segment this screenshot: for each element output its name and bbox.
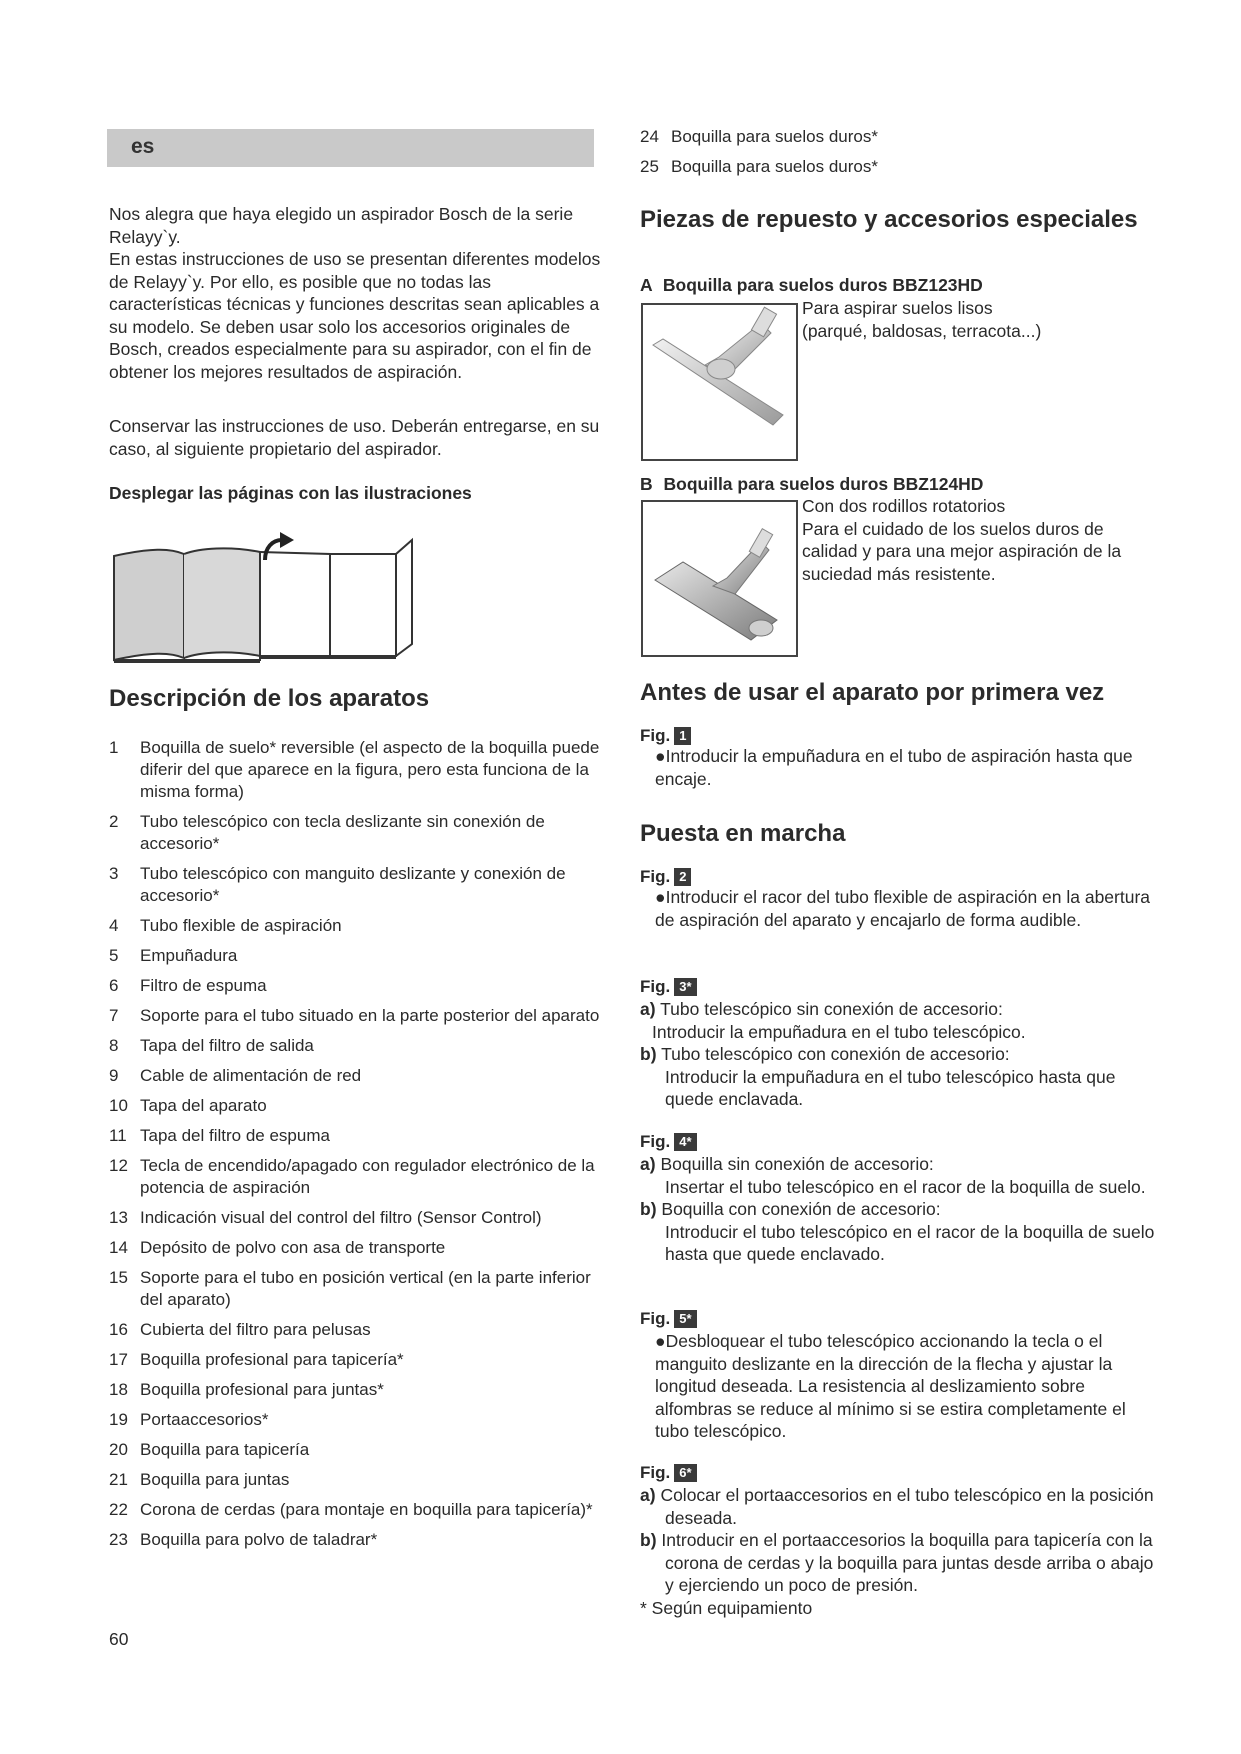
fig-6-label [640,1463,697,1483]
item-text: Filtro de espuma [140,976,267,995]
accessory-b-title [640,474,983,495]
item-number: 22 [109,1500,128,1519]
item-text: Corona de cerdas (para montaje en boquilla para tapicería)* [140,1500,593,1519]
item-text: Tubo flexible de aspiración [140,916,342,935]
keep-instructions-text: Conservar las instrucciones de uso. Deberán entregarse, en su caso, al siguiente propietario del aspirador. [109,416,600,459]
fig-1-label [640,726,691,746]
parts-list-item [109,1469,609,1491]
parts-list-item [109,1499,609,1521]
fig-number-box: 6* [674,1464,696,1482]
parts-list-item [109,975,609,997]
parts-list-item [109,1005,609,1027]
step-key: a) [640,999,656,1019]
parts-list-item [109,1379,609,1401]
fig-number-box: 4* [674,1133,696,1151]
parts-list-item [109,811,609,855]
item-number: 24 [640,127,659,146]
parts-list-item [109,1267,609,1311]
accessory-b-description [802,495,1162,585]
fig-label: Fig. [640,1132,671,1151]
item-number: 10 [109,1096,128,1115]
parts-list-item [109,1409,609,1431]
item-number: 2 [109,812,119,831]
parts-list-item [109,1349,609,1371]
item-text: Tecla de encendido/apagado con regulador electrónico de la potencia de aspiración [140,1156,595,1197]
parts-list-item [640,156,1160,178]
fig-number-box: 3* [674,978,696,996]
accessory-b-desc-1: Con dos rodillos rotatorios [802,496,1006,516]
item-number: 1 [109,738,119,757]
item-text: Boquilla para tapicería [140,1440,310,1459]
fig-label: Fig. [640,1463,671,1482]
item-text: Empuñadura [140,946,238,965]
item-number: 3 [109,864,119,883]
parts-list-item [109,1319,609,1341]
item-number: 6 [109,976,119,995]
fig-1-instruction: ●Introducir la empuñadura en el tubo de aspiración hasta que encaje. [655,746,1133,789]
intro-text-1: Nos alegra que haya elegido un aspirador Bosch de la serie Relayy`y. [109,204,574,247]
parts-list-item [640,126,1160,148]
step-key: a) [640,1154,656,1174]
item-number: 19 [109,1410,128,1429]
parts-list-item [109,737,609,803]
item-number: 5 [109,946,119,965]
fig-2-instruction: ●Introducir el racor del tubo flexible de aspiración en la abertura de aspiración del aparato y encajarlo de forma audible. [655,887,1151,930]
item-text: Soporte para el tubo en posición vertical (en la parte inferior del aparato) [140,1268,591,1309]
parts-list [109,737,609,1559]
item-text: Tubo telescópico con tecla deslizante sin conexión de accesorio* [140,812,545,853]
parts-list-item [109,863,609,907]
footnote: * Según equipamiento [640,1597,813,1618]
parts-list-item [109,1529,609,1551]
item-number: 4 [109,916,119,935]
item-number: 7 [109,1006,119,1025]
parts-list-item [109,1439,609,1461]
booklet-illustration [110,532,420,664]
accessory-a-label: A [640,275,652,295]
item-number: 11 [109,1126,127,1145]
accessory-b-image [641,500,798,657]
item-text: Boquilla para juntas [140,1470,290,1489]
item-number: 15 [109,1268,128,1287]
accessory-b-desc-2: Para el cuidado de los suelos duros de calidad y para una mejor aspiración de la suciedad más resistente. [802,518,1122,584]
bullet-icon: ● [655,887,666,907]
fig-5-instruction: ●Desbloquear el tubo telescópico accionando la tecla o el manguito deslizante en la dirección de la flecha y ajustar la longitud deseada. La resistencia al deslizamiento sobre alfombras se reduce al mínimo si se estira completamente el tubo telescópico. [655,1331,1126,1441]
item-text: Depósito de polvo con asa de transporte [140,1238,446,1257]
step-key: b) [640,1199,657,1219]
item-text: Boquilla de suelo* reversible (el aspecto de la boquilla puede diferir del que aparece en la figura, pero esta funciona de la misma forma) [140,738,600,801]
intro-text-1b: En estas instrucciones de uso se presentan diferentes modelos de Relayy`y. Por ello, es posible que no todas las características técnicas y funciones descritas sean aplicables a su modelo. Se deben usar solo los accesorios originales de Bosch, creados especialmente para su aspirador, con el fin de obtener los mejores resultados de aspiración. [109,249,601,382]
parts-list-item [109,1237,609,1259]
item-text: Boquilla profesional para juntas* [140,1380,384,1399]
item-number: 20 [109,1440,128,1459]
fig-3-label [640,977,697,997]
parts-list-item [109,1065,609,1087]
parts-list-item [109,1125,609,1147]
accessory-a-image [641,303,798,461]
accessory-a-desc-1: Para aspirar suelos lisos [802,298,993,318]
item-text: Soporte para el tubo situado en la parte posterior del aparato [140,1006,600,1025]
fig-label: Fig. [640,1309,671,1328]
item-text: Tapa del filtro de espuma [140,1126,330,1145]
item-number: 8 [109,1036,119,1055]
parts-list-continued [640,126,1160,186]
parts-list-item [109,915,609,937]
hard-floor-nozzle-a-icon [643,305,796,459]
fig-number-box: 1 [674,727,691,745]
item-text: Boquilla para polvo de taladrar* [140,1530,378,1549]
item-text: Tapa del aparato [140,1096,267,1115]
item-text: Indicación visual del control del filtro (Sensor Control) [140,1208,542,1227]
item-number: 9 [109,1066,119,1085]
spare-parts-heading: Piezas de repuesto y accesorios especiales [640,206,1138,233]
fig-number-box: 5* [674,1310,696,1328]
item-text: Boquilla para suelos duros* [671,157,878,176]
item-number: 14 [109,1238,128,1257]
item-text: Cable de alimentación de red [140,1066,362,1085]
step-key: a) [640,1485,656,1505]
parts-list-item [109,1035,609,1057]
fig-5-label [640,1309,697,1329]
item-number: 18 [109,1380,128,1399]
unfold-heading: Desplegar las páginas con las ilustraciones [109,483,472,503]
intro-paragraph [109,203,603,383]
fig-label: Fig. [640,977,671,996]
item-text: Tapa del filtro de salida [140,1036,314,1055]
fig-label: Fig. [640,726,671,745]
item-number: 25 [640,157,659,176]
item-text: Tubo telescópico con manguito deslizante y conexión de accesorio* [140,864,566,905]
fig-6-instructions: a) Colocar el portaaccesorios en el tubo telescópico en la posición deseada. b) Introducir en el portaaccesorios la boquilla para tapicería con la corona de cerdas y la boquilla para juntas desde arriba o abajo y ejerciendo un poco de presión. * Según equipamiento [640,1484,1160,1619]
parts-list-item [109,1155,609,1199]
fig-4-label [640,1132,697,1152]
accessory-a-description [802,297,1162,342]
item-text: Boquilla para suelos duros* [671,127,878,146]
accessory-a-name: Boquilla para suelos duros BBZ123HD [662,275,983,295]
fig-label: Fig. [640,867,671,886]
step-key: b) [640,1044,657,1064]
accessory-b-label: B [640,474,653,494]
item-text: Boquilla profesional para tapicería* [140,1350,404,1369]
item-number: 21 [109,1470,128,1489]
accessory-b-name: Boquilla para suelos duros BBZ124HD [663,474,984,494]
item-text: Cubierta del filtro para pelusas [140,1320,371,1339]
description-heading: Descripción de los aparatos [109,685,430,712]
item-text: Portaaccesorios* [140,1410,269,1429]
parts-list-item [109,1207,609,1229]
accessory-a-title [640,275,983,296]
bullet-icon: ● [655,746,666,766]
parts-list-item [109,945,609,967]
startup-heading: Puesta en marcha [640,820,846,847]
item-number: 17 [109,1350,128,1369]
accessory-a-desc-2: (parqué, baldosas, terracota...) [802,320,1042,341]
language-tag: es [131,135,155,158]
item-number: 12 [109,1156,128,1175]
item-number: 23 [109,1530,128,1549]
parts-list-item [109,1095,609,1117]
fig-number-box: 2 [674,868,691,886]
page-number: 60 [109,1629,129,1649]
item-number: 13 [109,1208,128,1227]
step-key: b) [640,1530,657,1550]
bullet-icon: ● [655,1331,666,1351]
language-tag-bar [107,129,594,167]
fig-4-instructions: a) Boquilla sin conexión de accesorio: Insertar el tubo telescópico en el racor de la boquilla de suelo. b) Boquilla con conexión de accesorio: Introducir el tubo telescópico en el racor de la boquilla de suelo hasta que quede enclavado. [640,1154,1155,1264]
fig-2-label [640,867,691,887]
item-number: 16 [109,1320,128,1339]
hard-floor-nozzle-b-icon [643,502,796,655]
before-use-heading: Antes de usar el aparato por primera vez [640,679,1105,706]
fig-3-instructions: a) Tubo telescópico sin conexión de accesorio: Introducir la empuñadura en el tubo telescópico. b) Tubo telescópico con conexión de accesorio: Introducir la empuñadura en el tubo telescópico hasta que quede enclavada. [640,999,1116,1109]
